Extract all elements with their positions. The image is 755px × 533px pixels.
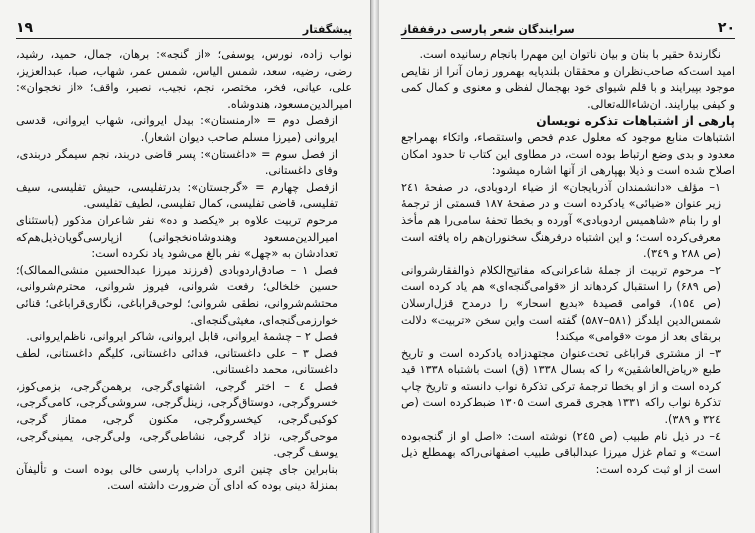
running-head: سرایندگان شعر پارسی درقفقاز [401,23,575,36]
paragraph: فصل ۲ – چشمهٔ ایروانی، قابل ایروانی، شاکر ایروانی، ناظم‌ایروانی. [26,330,338,344]
page-number: ۲۰ [717,20,735,36]
right-page-header [401,20,735,39]
book-gutter [371,0,379,533]
paragraph: نواب زاده، نورس، یوسفی؛ «از گنجه»: برهان، جمال، حمید، رشید، رضی، رضیه، سعد، شمس الیاس، شمس عمر، شهاب، صبا، عبدالعزیز، علی، عیانی، فخر، مختصر، نجم، نجیب، نصیر، واقف؛ «از نخجوان»: امیرالدین‌مسعود، هندوشاه. [16,48,352,111]
page-number: ۱۹ [16,20,34,36]
right-page [379,0,755,533]
paragraph: ۳– از مشتری قراباغی تحت‌عنوان مجتهدزاده یادکرده است و تاریخ طبع «ریاض‌العاشقین» را که بسال ۱۳۳۸ (ق) است باشتباه ۱۳۳۸ قید کرده است و از او بخطا ترجمهٔ ترکی تذکرهٔ نواب دانسته و تاریخ چاپ تذکرهٔ نواب را‌که ۱۳۳۱ هجری قمری است ۱۳۰۵ ضبط‌کرده است (ص ۳۲٤ و ۳۸۹). [401,346,721,427]
paragraph: ازفصل چهارم = «گرجستان»: بدرتفلیسی، حبیش تفلیسی، سیف تفلیسی، قاضی تفلیسی، کمال تفلیسی، لطیف تفلیسی. [16,180,338,211]
paragraph: ۲– مرحوم تربیت از جملهٔ شاعرانی‌که مفاتیح‌الکلام ذوالفقارشروانی (ص ۶۸۹) را استقبال کردهاند از «قوامی‌گنجه‌ای» هم یاد کرده است (ص ۱۵٤)، قوامی قصیدهٔ «بدیع اسحار» را درمدح قزل‌ارسلان شمس‌الدین ایلدگز (۵۸۱–۵۸۷) گفته است واین سخن «تربیت» دلالت بربقای بعد از موت «قوامی» میکند! [401,263,721,344]
paragraph: اشتباهات منابع موجود که معلول عدم فحص واستقصاء، واتکاء بهمراجع معدود و بدی وضع ارتباط بوده است، در مطاوی این کتاب تا حدود امکان اصلاح شده است و ذیلا بهپارهی از آنها اشاره میشود: [401,130,735,178]
section-heading: پارهی از اشتباهات تذکره نویسان [536,114,735,129]
paragraph: ازفصل دوم = «ارمنستان»: بیدل ایروانی، شهاب ایروانی، قدسی ایروانی (میرزا مسلم صاحب دیوان اشعار). [16,114,338,144]
left-page-header [16,20,352,39]
paragraph: ۱– مؤلف «دانشمندان آذربایجان» از ضیاء اردوبادی، در صفحهٔ ۲٤۱ زیر عنوان «ضیائی» یادکرده است و در صفحهٔ ۱۸۷ قسمتی از ترجمهٔ او را بنام «شاهمیس اردوبادی» آورده و بخطا تحفهٔ سامی‌را هم مأخذ معرفی‌کرده است؛ و این اشتباه درفرهنگ سخنوران‌هم راه یافته است (ص ۲۸۸ و ۳٤۹). [401,180,721,261]
running-head: پیشگفتار [302,23,352,36]
paragraph: بنابراین جای چنین اثری دراداب پارسی خالی بوده است و تألیفآن بمنزلهٔ دینی بوده که ادای آن ضرورت داشته است. [16,462,338,493]
paragraph: فصل ۳ – علی داغستانی، فدائی داغستانی، کلیگم داغستانی، لطف داغستانی، محمد داغستانی. [16,346,338,377]
paragraph: امید است‌که صاحب‌نظران و محققان بلندپایه بهمرور زمان آنرا از نقایص موجود بپیرایند و با قلم شیوای خود بهجمال لفظی و معنوی و کمال کمی و کیفی بیارایند. ان‌شاءالله‌تعالی. [401,64,735,111]
left-page [0,0,371,533]
paragraph: ٤– در ذیل نام طبیب (ص ۲٤۵) نوشته است: «اصل او از گنجه‌بوده است» و تمام غزل میرزا عبدالباقی طبیب اصفهانی‌را‌که بهمطلع ذیل است از او ثبت کرده است: [401,429,721,476]
paragraph: فصل ۱ – صادق‌اردوبادی (فرزند میرزا عبدالحسین منشی‌الممالک)؛ حسین خلخالی؛ رفعت شروانی، فیروز شروانی، محترم‌شروانی، محتشم‌شروانی، نطقی شروانی؛ لوحی‌قراباغی، نگاری‌قراباغی؛ قنائی خوارزمی‌گنجه‌ای، مغیثی‌گنجه‌ای. [16,263,338,327]
paragraph: از فصل سوم = «داغستان»: پسر قاضی دربند، نجم سیمگر دربندی، وفای داغستانی. [16,147,338,178]
paragraph: مرحوم تربیت علاوه بر «یکصد و ده» نفر شاعران مذکور (باستثنای امیرالدین‌مسعود وهندوشاه‌نخجوانی) ازپارسی‌گویان‌ذیل‌هم‌که تعدادشان به «چهل» نفر بالغ می‌شود یاد نکرده است: [16,213,338,261]
left-page-body [16,47,352,495]
paragraph: نگارندهٔ حقیر با بنان و بیان ناتوان این مهم‌را بانجام رسانیده است. [419,48,721,61]
right-page-body [401,47,735,478]
paragraph: فصل ٤ – اختر گرجی، اشتهای‌گرجی، برهمن‌گرجی، بزمی‌کوز، خسروگرجی، دوستاق‌گرجی، زینل‌گرجی، سروشی‌گرجی، کامی‌گرجی، کوکبی‌گرجی، کیخسرو‌گرجی، مکنون گرجی، ممتاز گرجی، موحی‌گرجی، نژاد گرجی، نشاطی‌گرجی، ولی‌گرجی، یمینی‌گرجی، یوسف گرجی. [16,379,338,460]
